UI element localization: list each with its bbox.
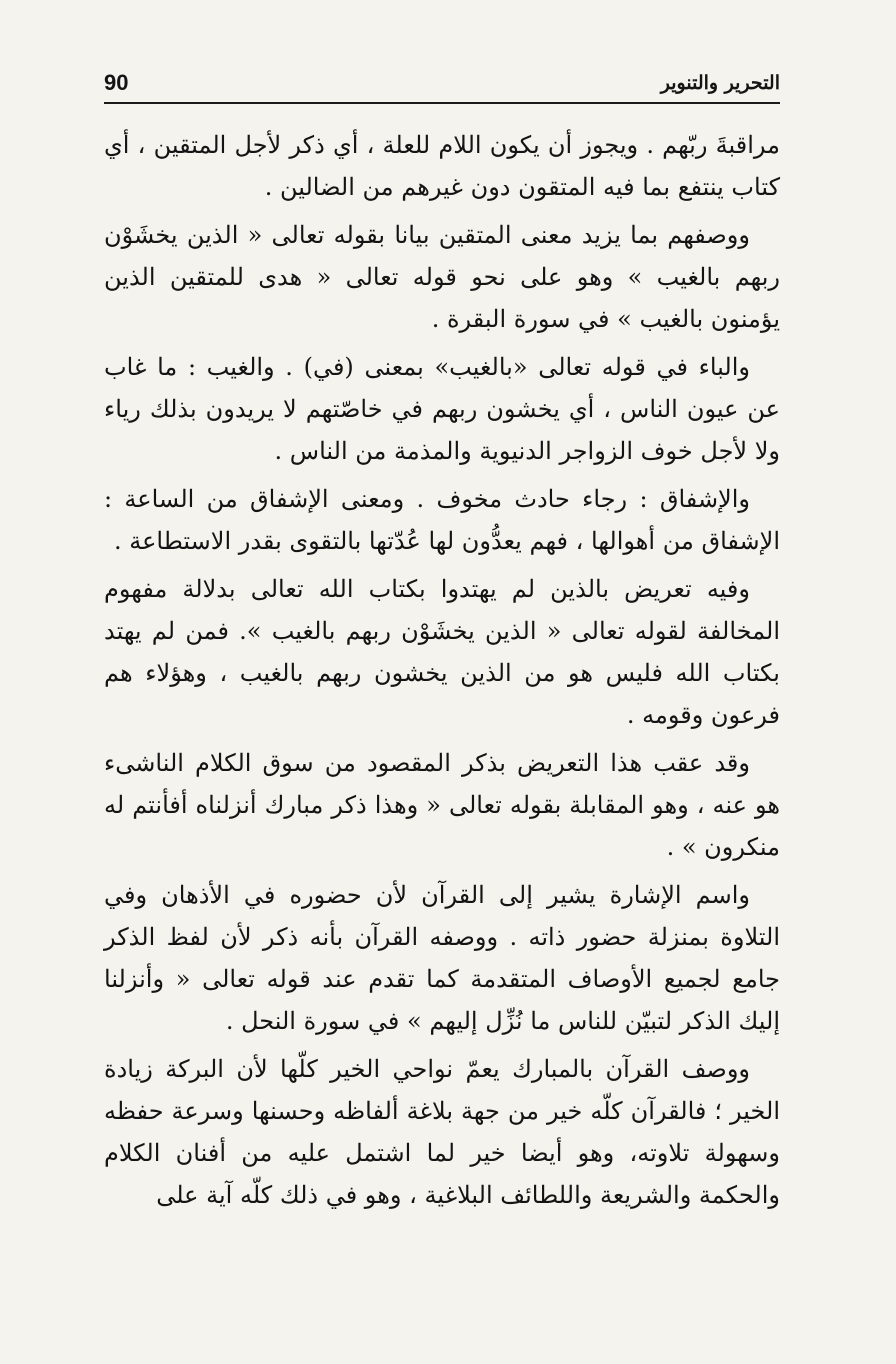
paragraph-2: ووصفهم بما يزيد معنى المتقين بيانا بقوله تعالى « الذين يخشَوْن ربهم بالغيب » وهو على نحو قوله تعالى « هدى للمتقين الذين يؤمنون بالغيب » في سورة البقرة . [104, 221, 780, 333]
paragraph-3: والباء في قوله تعالى «بالغيب» بمعنى (في) . والغيب : ما غاب عن عيون الناس ، أي يخشون ربهم في خاصّتهم لا يريدون بذلك رياء ولا لأجل خوف الزواجر الدنيوية والمذمة من الناس . [104, 353, 780, 465]
paragraph-8: ووصف القرآن بالمبارك يعمّ نواحي الخير كلّها لأن البركة زيادة الخير ؛ فالقرآن كلّه خير من جهة بلاغة ألفاظه وحسنها وسرعة حفظه وسهولة تلاوته، وهو أيضا خير لما اشتمل عليه من أفنان الكلام والحكمة والشريعة واللطائف البلاغية ، وهو في ذلك كلّه آية على [104, 1055, 780, 1209]
paragraph-5: وفيه تعريض بالذين لم يهتدوا بكتاب الله تعالى بدلالة مفهوم المخالفة لقوله تعالى « الذين يخشَوْن ربهم بالغيب ». فمن لم يهتد بكتاب الله فليس هو من الذين يخشون ربهم بالغيب ، وهؤلاء هم فرعون وقومه . [104, 575, 780, 729]
running-title: التحرير والتنوير [660, 72, 780, 94]
body-text [104, 124, 780, 1222]
page-header [104, 70, 780, 104]
paragraph-1: مراقبةَ ربّهم . ويجوز أن يكون اللام للعلة ، أي ذكر لأجل المتقين ، أي كتاب ينتفع بما فيه المتقون دون غيرهم من الضالين . [104, 131, 780, 201]
paragraph-7: واسم الإشارة يشير إلى القرآن لأن حضوره في الأذهان وفي التلاوة بمنزلة حضور ذاته . ووصفه القرآن بأنه ذكر لأن لفظ الذكر جامع لجميع الأوصاف المتقدمة كما تقدم عند قوله تعالى « وأنزلنا إليك الذكر لتبيّن للناس ما نُزِّل إليهم » في سورة النحل . [104, 881, 780, 1035]
header-rule [104, 102, 780, 104]
paragraph-6: وقد عقب هذا التعريض بذكر المقصود من سوق الكلام الناشىء هو عنه ، وهو المقابلة بقوله تعالى « وهذا ذكر مبارك أنزلناه أفأنتم له منكرون » . [104, 749, 780, 861]
page-number: 90 [104, 70, 129, 95]
paragraph-4: والإشفاق : رجاء حادث مخوف . ومعنى الإشفاق من الساعة : الإشفاق من أهوالها ، فهم يعدُّون لها عُدّتها بالتقوى بقدر الاستطاعة . [104, 485, 780, 555]
